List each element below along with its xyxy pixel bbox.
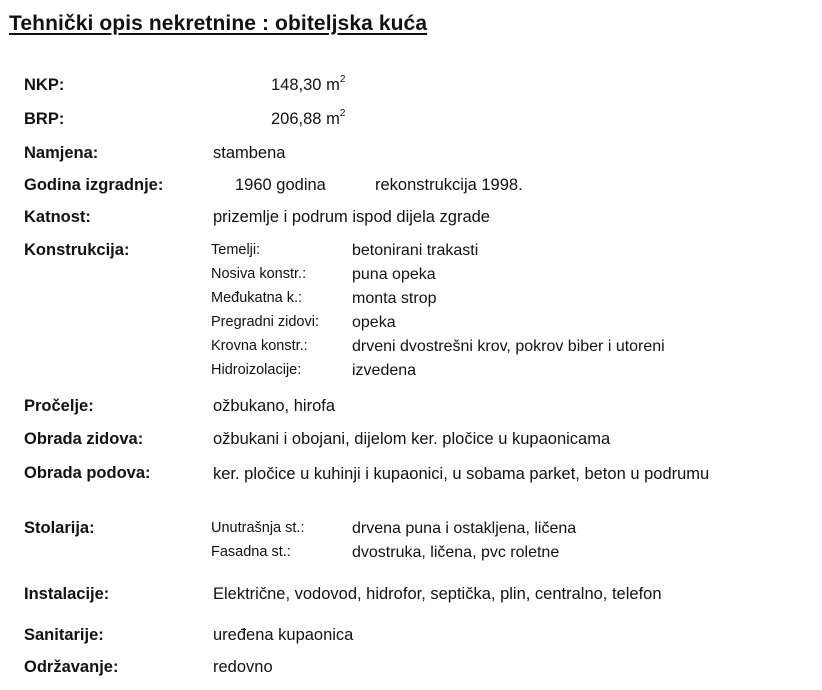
konstrukcija-key: Temelji: bbox=[211, 242, 261, 258]
label-procelje: Pročelje: bbox=[24, 397, 94, 415]
stolarija-value: dvostruka, ličena, pvc roletne bbox=[352, 544, 560, 561]
label-obrada-podova: Obrada podova: bbox=[24, 464, 151, 482]
label-stolarija: Stolarija: bbox=[24, 519, 95, 537]
value-procelje: ožbukano, hirofa bbox=[213, 397, 336, 415]
value-brp-number: 206,88 bbox=[271, 110, 322, 128]
stolarija-key: Unutrašnja st.: bbox=[211, 520, 305, 536]
label-brp: BRP: bbox=[24, 110, 65, 128]
konstrukcija-key: Pregradni zidovi: bbox=[211, 314, 319, 330]
label-instalacije: Instalacije: bbox=[24, 585, 110, 603]
konstrukcija-value: betonirani trakasti bbox=[352, 242, 479, 259]
value-godina-rekonstrukcija: rekonstrukcija 1998. bbox=[375, 176, 523, 194]
stolarija-key: Fasadna st.: bbox=[211, 544, 291, 560]
value-obrada-zidova: ožbukani i obojani, dijelom ker. pločice u kupaonicama bbox=[213, 430, 611, 448]
label-konstrukcija: Konstrukcija: bbox=[24, 241, 130, 259]
konstrukcija-value: puna opeka bbox=[352, 266, 436, 283]
unit: m bbox=[326, 76, 340, 94]
konstrukcija-value: izvedena bbox=[352, 362, 417, 379]
value-sanitarije: uređena kupaonica bbox=[213, 626, 354, 644]
konstrukcija-key: Hidroizolacije: bbox=[211, 362, 302, 378]
konstrukcija-key: Krovna konstr.: bbox=[211, 338, 308, 354]
konstrukcija-value: opeka bbox=[352, 314, 396, 331]
value-namjena: stambena bbox=[213, 144, 286, 162]
unit: m bbox=[326, 110, 340, 128]
label-katnost: Katnost: bbox=[24, 208, 91, 226]
value-godina: 1960 godina bbox=[235, 176, 326, 194]
label-odrzavanje: Održavanje: bbox=[24, 658, 119, 676]
value-katnost: prizemlje i podrum ispod dijela zgrade bbox=[213, 208, 490, 226]
label-sanitarije: Sanitarije: bbox=[24, 626, 104, 644]
unit-exponent: 2 bbox=[339, 74, 346, 85]
value-instalacije: Električne, vodovod, hidrofor, septička, plin, centralno, telefon bbox=[213, 585, 662, 603]
unit-exponent: 2 bbox=[339, 108, 346, 119]
label-nkp: NKP: bbox=[24, 76, 65, 94]
konstrukcija-key: Međukatna k.: bbox=[211, 290, 303, 306]
value-nkp-number: 148,30 bbox=[271, 76, 322, 94]
stolarija-value: drvena puna i ostakljena, ličena bbox=[352, 520, 577, 537]
page-title: Tehnički opis nekretnine : obiteljska kuća bbox=[9, 12, 428, 35]
konstrukcija-key: Nosiva konstr.: bbox=[211, 266, 307, 282]
konstrukcija-value: drveni dvostrešni krov, pokrov biber i utoreni bbox=[352, 338, 665, 355]
value-odrzavanje: redovno bbox=[213, 658, 273, 676]
value-brp bbox=[271, 110, 345, 129]
value-nkp bbox=[271, 76, 345, 95]
label-obrada-zidova: Obrada zidova: bbox=[24, 430, 144, 448]
konstrukcija-value: monta strop bbox=[352, 290, 437, 307]
value-obrada-podova: ker. pločice u kuhinji i kupaonici, u sobama parket, beton u podrumu bbox=[213, 465, 710, 483]
label-namjena: Namjena: bbox=[24, 144, 99, 162]
label-godina: Godina izgradnje: bbox=[24, 176, 164, 194]
